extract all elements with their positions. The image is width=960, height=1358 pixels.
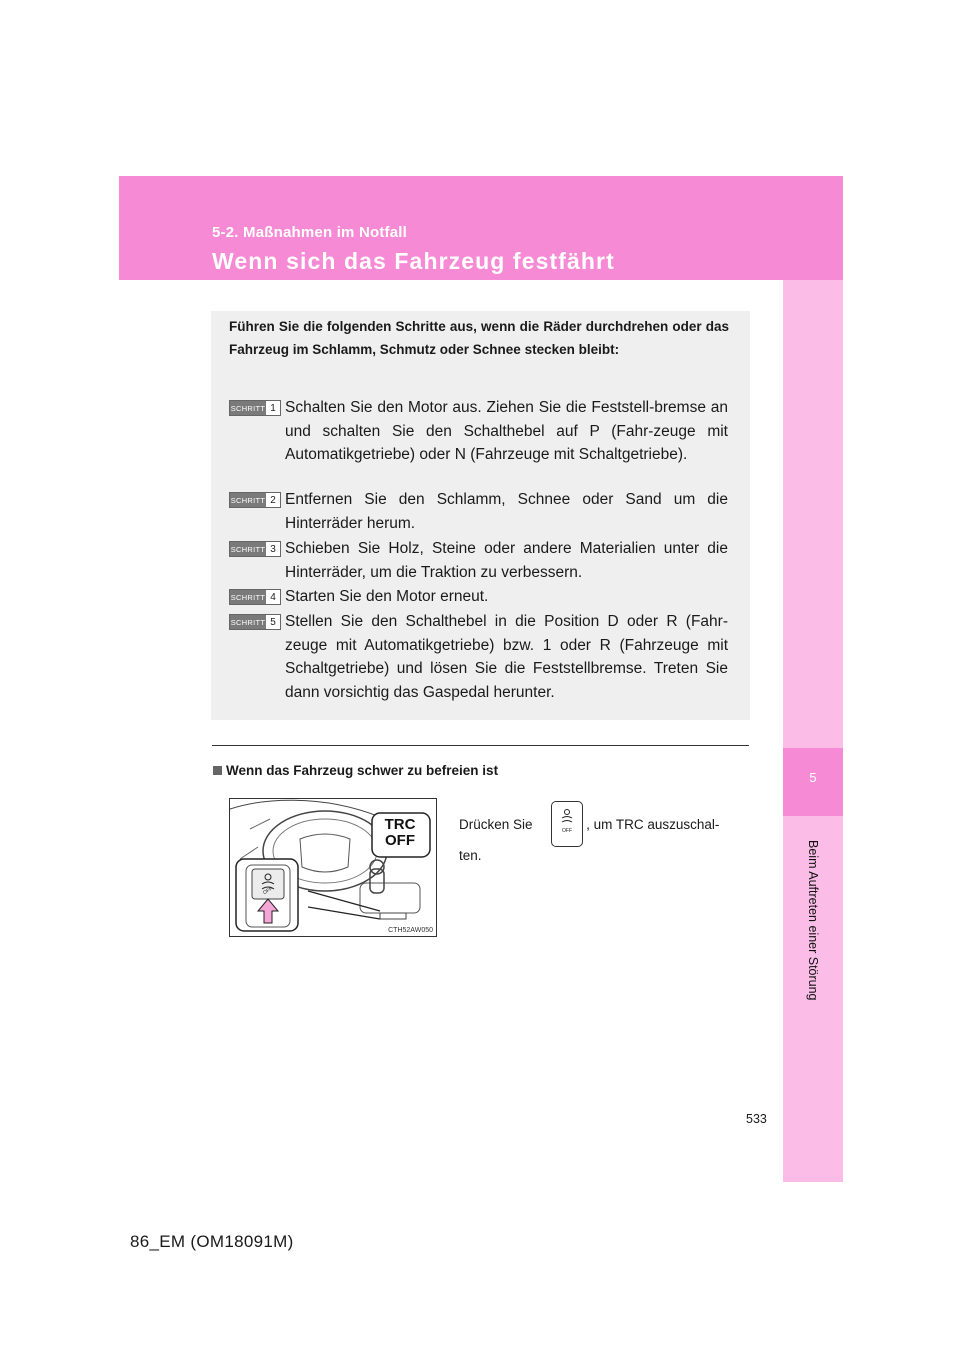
document-code: 86_EM (OM18091M) [130,1232,294,1251]
step-text: Schalten Sie den Motor aus. Ziehen Sie die Feststell-bremse an und schalten Sie den Schalthebel auf P (Fahr-zeuge mit Automatikgetriebe) oder N (Fahrzeuge mit Schaltgetriebe). [285,399,728,463]
chapter-number: 5 [809,770,817,785]
step-badge [229,589,281,605]
step-badge [229,614,281,630]
step-badge-number: 3 [270,543,276,555]
step-badge-number: 5 [270,616,276,628]
step-text: Starten Sie den Motor erneut. [285,588,489,605]
step-badge-label: SCHRITT [230,401,266,415]
step-badge-label: SCHRITT [230,542,266,556]
page-title: Wenn sich das Fahrzeug festfährt [212,248,615,274]
step-badge-number: 2 [270,494,276,506]
procedure-intro: Führen Sie die folgenden Schritte aus, wenn die Räder durchdrehen oder das Fahrzeug im Schlamm, Schmutz oder Schnee stecken bleibt: [229,319,729,357]
step-badge-number: 1 [270,402,276,414]
section-divider [212,745,749,746]
bullet-square-icon [213,766,222,775]
trc-instruction-continued: ten. [459,848,482,863]
press-before-text: Drücken Sie [459,817,533,832]
step-badge-label: SCHRITT [230,493,266,507]
step-badge [229,541,281,557]
step-text: Schieben Sie Holz, Steine oder andere Materialien unter die Hinterräder, um die Traktion zu verbessern. [285,540,728,581]
chapter-title: Beim Auftreten einer Störung [806,839,820,1001]
step-badge-number: 4 [270,591,276,603]
step-text: Entfernen Sie den Schlamm, Schnee oder Sand um die Hinterräder herum. [285,491,728,532]
step-badge [229,400,281,416]
step-text: Stellen Sie den Schalthebel in die Position D oder R (Fahr-zeuge mit Automatikgetriebe) bzw. 1 oder R (Fahrzeuge mit Schaltgetriebe) und lösen Sie die Feststellbremse. Treten Sie dann vorsichtig das Gaspedal herunter. [285,613,728,701]
trc-text: TRC [384,816,416,833]
section-label: 5-2. Maßnahmen im Notfall [212,224,408,241]
page-number: 533 [746,1112,767,1126]
button-off-text: OFF [562,828,572,834]
trc-off-button-icon [551,801,583,847]
trc-instruction-line [459,815,744,835]
press-after-text: , um TRC auszuschal- [586,817,720,832]
subsection-heading [213,763,498,778]
off-text: OFF [385,832,415,849]
figure-button-off-text: OFF [262,885,274,897]
step-badge-label: SCHRITT [230,615,266,629]
chapter-sidebar [783,280,843,1182]
step-badge [229,492,281,508]
subsection-heading-text: Wenn das Fahrzeug schwer zu befreien ist [226,763,499,778]
trc-off-illustration [229,798,437,937]
figure-caption: CTH52AW050 [388,927,433,934]
step-badge-label: SCHRITT [230,590,266,604]
trc-off-label [374,817,426,849]
